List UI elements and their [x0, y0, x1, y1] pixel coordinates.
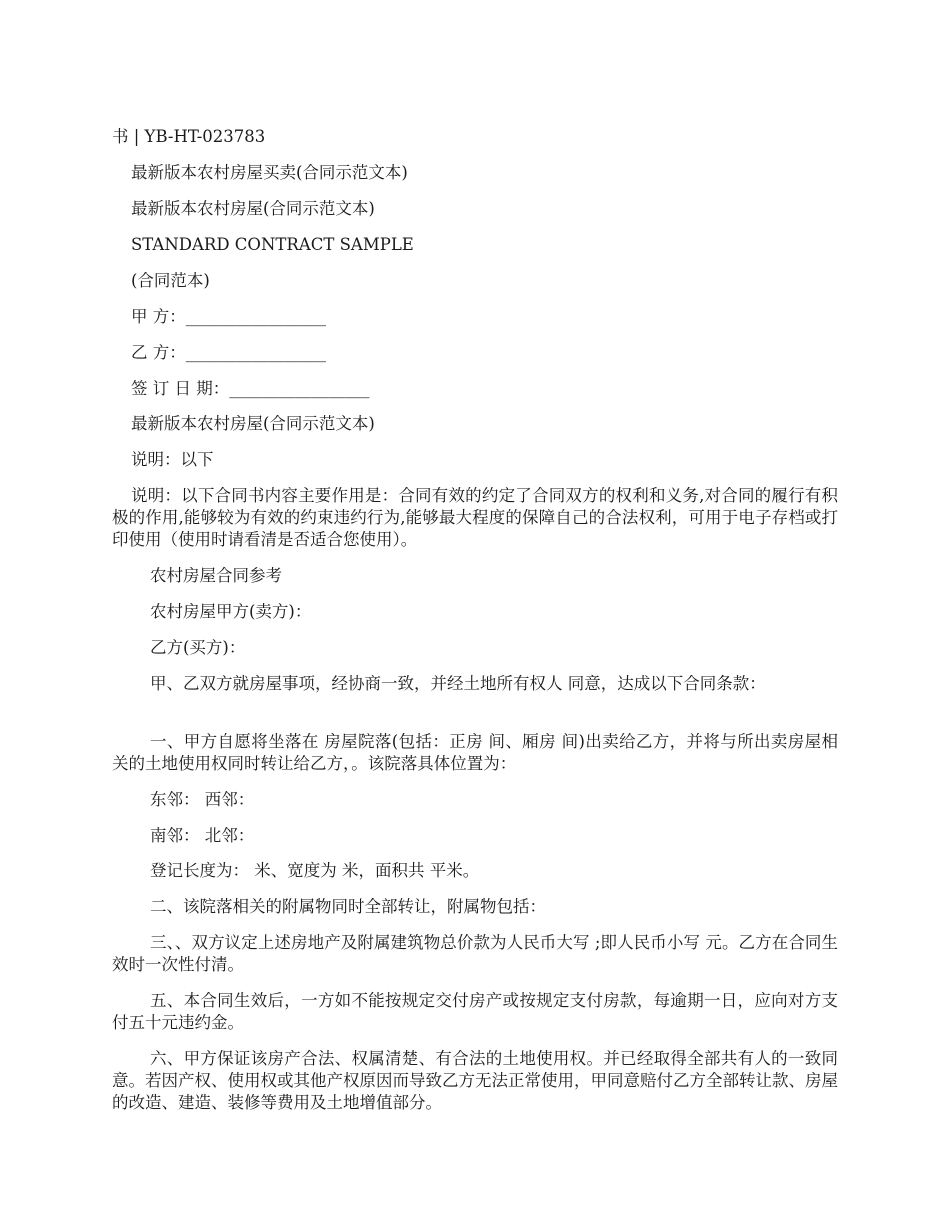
south-north-neighbors: 南邻： 北邻：: [150, 826, 255, 845]
dimensions-line: 登记长度为： 米、宽度为 米，面积共 平米。: [150, 861, 480, 880]
party-a-line: 甲 方：_________________: [131, 307, 326, 326]
clause-2-line: 二、该院落相关的附属物同时全部转让，附属物包括：: [150, 897, 546, 916]
note-label: 说明：以下: [131, 450, 214, 469]
reference-title: 农村房屋合同参考: [150, 566, 282, 585]
cover-title-short: 最新版本农村房屋(合同示范文本): [131, 199, 375, 218]
party-b-line: 乙 方：_________________: [131, 343, 326, 362]
intro-paragraph: 说明：以下合同书内容主要作用是：合同有效的约定了合同双方的权利和义务,对合同的履行有积极的作用,能够较为有效的约束违约行为,能够最大程度的保障自己的合法权利，可用于电子存档或打印使用（使用时请看清是否适合您使用）。: [112, 486, 838, 549]
cover-title-full: 最新版本农村房屋买卖(合同示范文本): [131, 163, 408, 182]
sign-date-line: 签 订 日 期：_________________: [131, 379, 370, 398]
cover-title-repeat: 最新版本农村房屋(合同示范文本): [131, 414, 375, 433]
cover-sample-label: (合同范本): [131, 271, 210, 290]
east-west-neighbors: 东邻： 西邻：: [150, 790, 255, 809]
preamble-paragraph: 甲、乙双方就房屋事项，经协商一致，并经土地所有权人 同意，达成以下合同条款：: [150, 674, 766, 693]
buyer-line: 乙方(买方)：: [150, 638, 246, 657]
clause-5-paragraph: 五、本合同生效后，一方如不能按规定交付房产或按规定支付房款，每逾期一日，应向对方支付五十元违约金。: [112, 991, 838, 1032]
clause-1-paragraph: 一、甲方自愿将坐落在 房屋院落(包括：正房 间、厢房 间)出卖给乙方，并将与所出卖房屋相关的土地使用权同时转让给乙方，。该院落具体位置为：: [112, 732, 838, 773]
clause-6-paragraph: 六、甲方保证该房产合法、权属清楚、有合法的土地使用权。并已经取得全部共有人的一致同意。若因产权、使用权或其他产权原因而导致乙方无法正常使用，甲同意赔付乙方全部转让款、房屋的改造、建造、装修等费用及土地增值部分。: [112, 1049, 838, 1112]
clause-3-paragraph: 三、、双方议定上述房地产及附属建筑物总价款为人民币大写 ;即人民币小写 元。乙方在合同生效时一次性付清。: [112, 933, 838, 974]
seller-line: 农村房屋甲方(卖方)：: [150, 602, 312, 621]
document-code: 书 | YB-HT-023783: [112, 127, 266, 146]
cover-english-title: STANDARD CONTRACT SAMPLE: [131, 235, 414, 254]
